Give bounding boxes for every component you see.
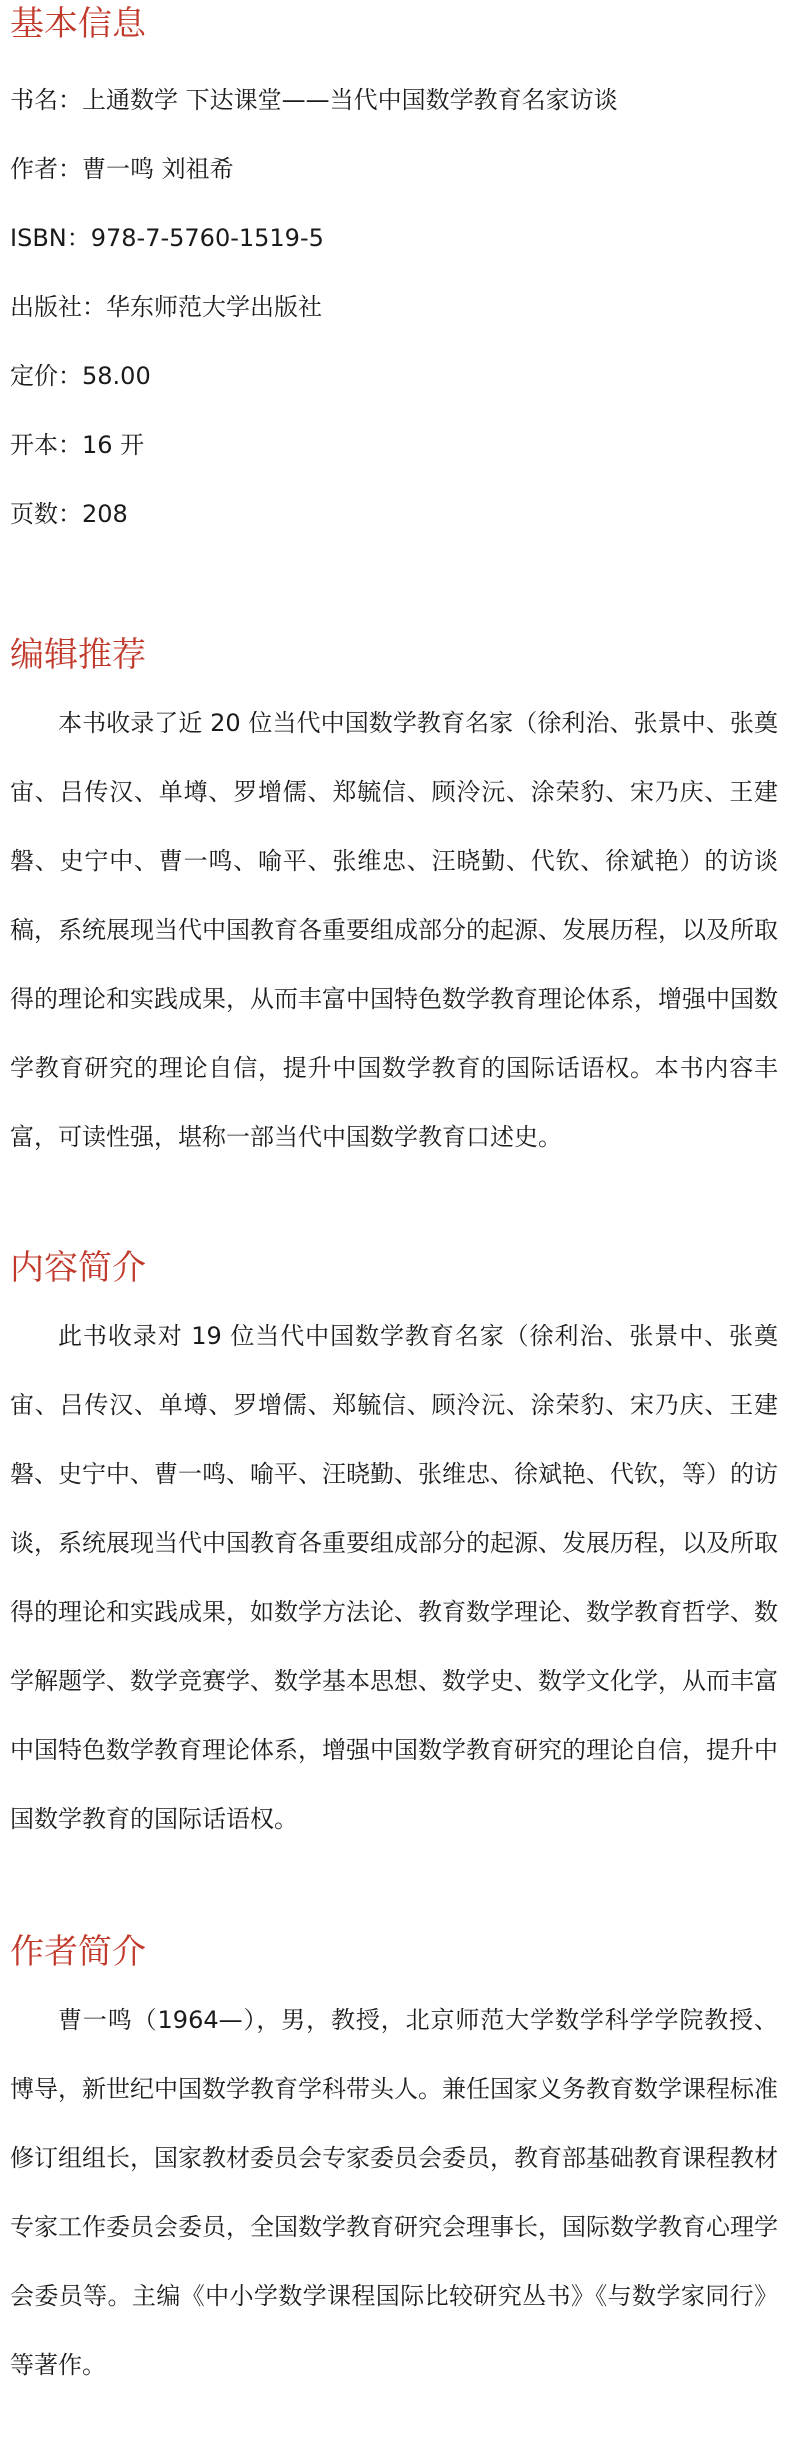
author-intro-text: 曹一鸣（1964—），男，教授，北京师范大学数学科学学院教授、博导，新世纪中国数学教育学科带头人。兼任国家义务教育数学课程标准修订组组长，国家教材委员会专家委员会委员，教育部基础教育课程教材专家工作委员会委员，全国数学教育研究会理事长，国际数学教育心理学会委员等。主编《中小学数学课程国际比较研究丛书》《与数学家同行》等著作。: [10, 2006, 778, 2379]
basic-info-heading: 基本信息: [10, 4, 146, 44]
info-row-price: [10, 342, 778, 411]
info-row-author: [10, 135, 778, 204]
editor-recommend-text: 本书收录了近 20 位当代中国数学教育名家（徐利治、张景中、张奠宙、吕传汉、单墫、罗增儒、郑毓信、顾泠沅、涂荣豹、宋乃庆、王建磐、史宁中、曹一鸣、喻平、张维忠、汪晓勤、代钦、徐斌艳）的访谈稿，系统展现当代中国教育各重要组成部分的起源、发展历程，以及所取得的理论和实践成果，从而丰富中国特色数学教育理论体系，增强中国数学教育研究的理论自信，提升中国数学教育的国际话语权。本书内容丰富，可读性强，堪称一部当代中国数学教育口述史。: [10, 709, 778, 1151]
editor-recommend-heading: 编辑推荐: [10, 635, 146, 675]
author-intro-heading: 作者简介: [10, 1932, 146, 1972]
info-label: ISBN：: [10, 224, 91, 252]
info-row-publisher: [10, 273, 778, 342]
info-row-isbn: [10, 204, 778, 273]
basic-info-list: [10, 66, 778, 549]
content-intro-heading: 内容简介: [10, 1248, 146, 1288]
info-label: 页数：: [10, 500, 82, 528]
info-value: 208: [82, 500, 128, 528]
info-label: 作者：: [10, 155, 82, 183]
info-label: 开本：: [10, 431, 82, 459]
info-value: 58.00: [82, 362, 151, 390]
info-value: 上通数学 下达课堂——当代中国数学教育名家访谈: [82, 86, 618, 114]
info-row-title: [10, 66, 778, 135]
info-value: 978-7-5760-1519-5: [90, 224, 324, 252]
info-label: 定价：: [10, 362, 82, 390]
info-value: 16 开: [82, 431, 145, 459]
info-row-format: [10, 411, 778, 480]
info-label: 出版社：: [10, 293, 106, 321]
info-row-pages: [10, 480, 778, 549]
info-value: 曹一鸣 刘祖希: [82, 155, 234, 183]
book-detail-page: [0, 2, 790, 2400]
info-value: 华东师范大学出版社: [106, 293, 322, 321]
info-label: 书名：: [10, 86, 82, 114]
content-intro-text: 此书收录对 19 位当代中国数学教育名家（徐利治、张景中、张奠宙、吕传汉、单墫、罗增儒、郑毓信、顾泠沅、涂荣豹、宋乃庆、王建磐、史宁中、曹一鸣、喻平、汪晓勤、张维忠、徐斌艳、代钦，等）的访谈，系统展现当代中国教育各重要组成部分的起源、发展历程，以及所取得的理论和实践成果，如数学方法论、教育数学理论、数学教育哲学、数学解题学、数学竞赛学、数学基本思想、数学史、数学文化学，从而丰富中国特色数学教育理论体系，增强中国数学教育研究的理论自信，提升中国数学教育的国际话语权。: [10, 1322, 778, 1833]
